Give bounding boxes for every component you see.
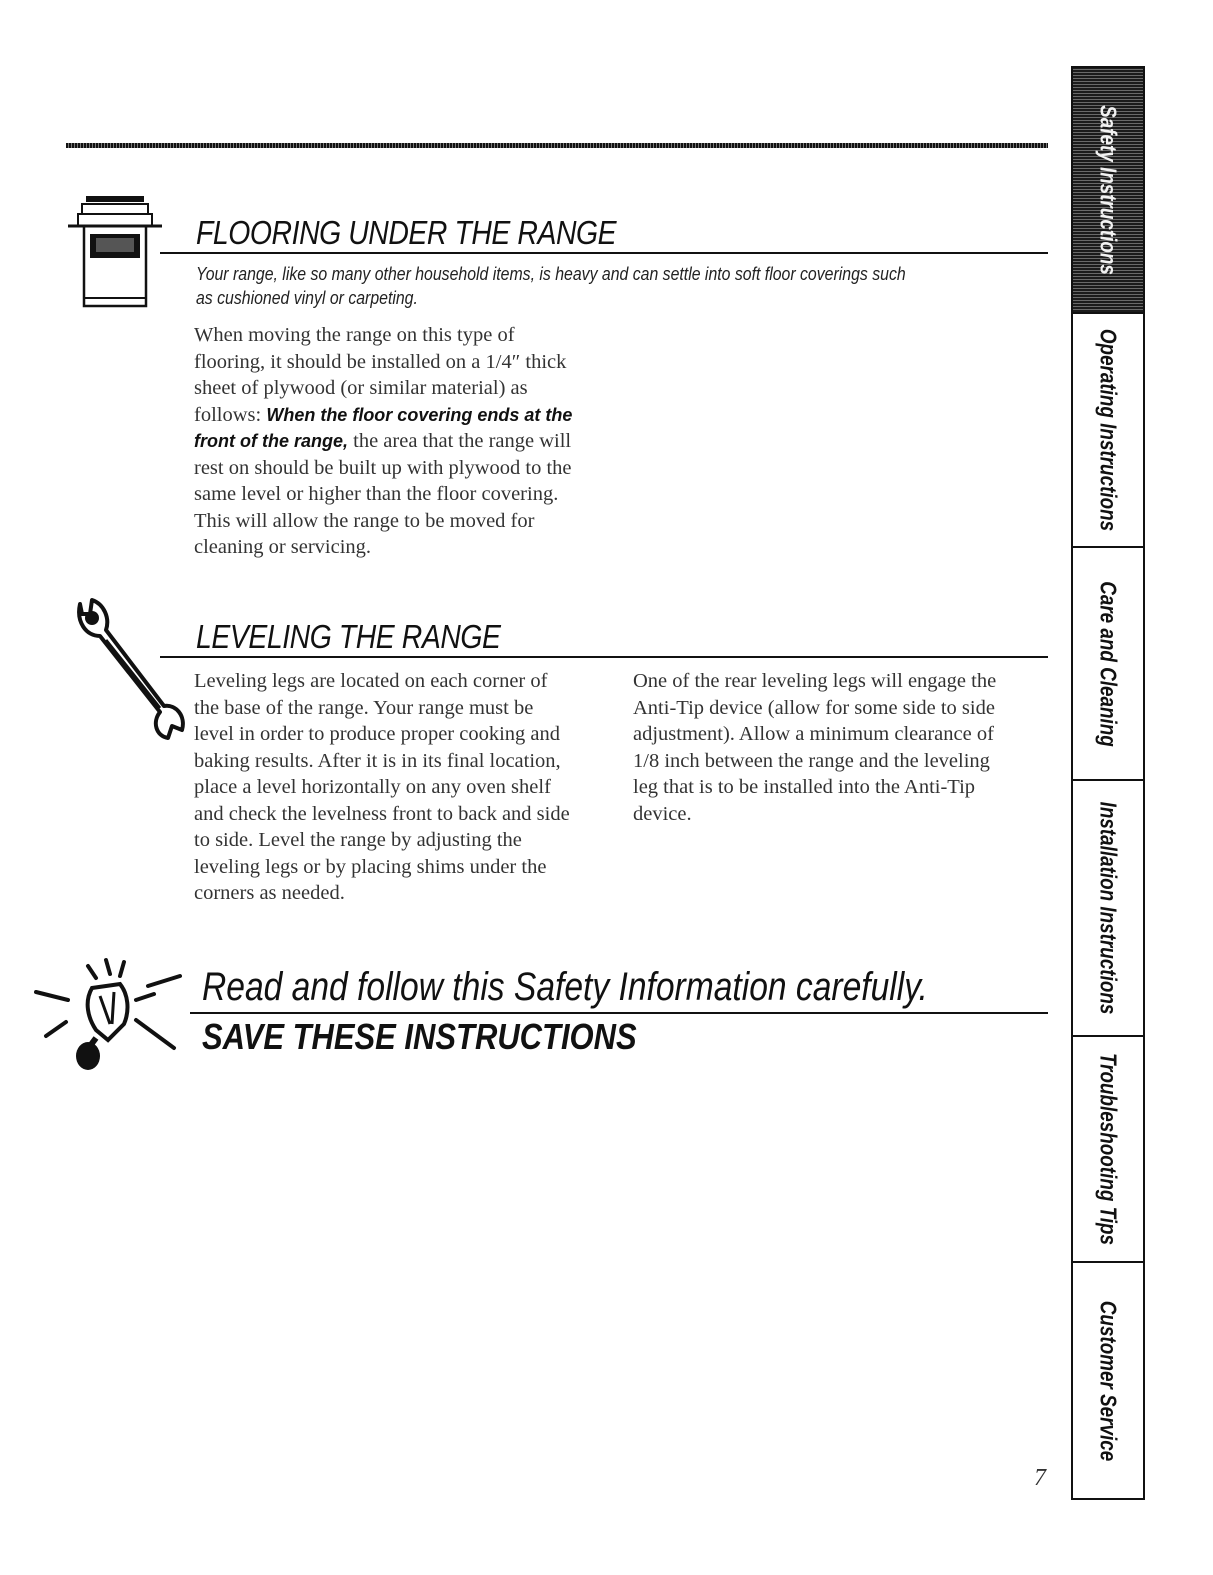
- flooring-body-line: When moving the range on this type of: [194, 324, 515, 346]
- after-emphasis-text: the area that the range will: [348, 430, 572, 452]
- tab-label: Operating Instructions: [1095, 328, 1122, 532]
- follow-safety-heading: Read and follow this Safety Information carefully.: [202, 965, 928, 1009]
- leveling-line: device.: [633, 802, 692, 825]
- light-bulb-icon: [32, 954, 182, 1072]
- leveling-line: corners as needed.: [194, 882, 345, 904]
- flooring-body-line: This will allow the range to be moved for: [194, 509, 535, 532]
- leveling-line: place a level horizontally on any oven shelf: [194, 776, 551, 798]
- flooring-body-line: [194, 402, 634, 429]
- tab-label: Safety Instructions: [1095, 105, 1122, 275]
- page-number: 7: [1034, 1465, 1046, 1491]
- flooring-body-line: sheet of plywood (or similar material) as: [194, 377, 528, 399]
- flooring-body: [194, 322, 634, 561]
- leveling-line: and check the levelness front to back and side: [194, 802, 570, 825]
- follows-text: follows:: [194, 403, 267, 426]
- tab-operating-instructions[interactable]: [1073, 314, 1143, 548]
- leveling-line: Leveling legs are located on each corner of: [194, 670, 548, 692]
- tab-label: Installation Instructions: [1095, 801, 1122, 1015]
- flooring-body-line: cleaning or servicing.: [194, 536, 372, 558]
- leveling-line: leveling legs or by placing shims under the: [194, 855, 547, 878]
- flooring-intro-line-2: as cushioned vinyl or carpeting.: [196, 288, 418, 308]
- leveling-line: 1/8 inch between the range and the leveling: [633, 749, 990, 772]
- leveling-line: to side. Level the range by adjusting the: [194, 829, 522, 851]
- leveling-line: One of the rear leveling legs will engage the: [633, 670, 997, 692]
- leveling-column-1: [194, 668, 614, 907]
- save-instructions-heading: SAVE THESE INSTRUCTIONS: [202, 1016, 637, 1057]
- top-rule: [66, 143, 1048, 148]
- tab-care-and-cleaning[interactable]: [1073, 548, 1143, 781]
- tab-safety-instructions[interactable]: [1073, 68, 1143, 314]
- tab-label: Troubleshooting Tips: [1095, 1052, 1122, 1246]
- flooring-title: FLOORING UNDER THE RANGE: [196, 214, 617, 251]
- leveling-column-2: [633, 668, 1045, 827]
- tab-label: Customer Service: [1095, 1300, 1122, 1461]
- front-of-range-emphasis: front of the range,: [194, 431, 348, 451]
- leveling-line: leg that is to be installed into the Anti-Tip: [633, 776, 976, 798]
- tab-installation-instructions[interactable]: [1073, 781, 1143, 1037]
- leveling-line: adjustment). Allow a minimum clearance of: [633, 723, 994, 745]
- tab-label: Care and Cleaning: [1095, 580, 1122, 747]
- follow-safety-rule: [190, 1012, 1048, 1014]
- range-icon: [60, 190, 170, 310]
- wrench-icon: [72, 592, 192, 742]
- floor-covering-emphasis: When the floor covering ends at the: [266, 404, 573, 425]
- section-tab-strip: [1071, 66, 1145, 1500]
- flooring-body-line: flooring, it should be installed on a 1/4″ thick: [194, 350, 567, 373]
- leveling-line: baking results. After it is in its final location,: [194, 749, 561, 772]
- leveling-rule: [160, 656, 1048, 658]
- flooring-body-line: same level or higher than the floor covering.: [194, 483, 559, 505]
- leveling-line: the base of the range. Your range must be: [194, 696, 534, 719]
- leveling-line: Anti-Tip device (allow for some side to side: [633, 696, 995, 719]
- flooring-intro-line-1: Your range, like so many other household items, is heavy and can settle into soft floor coverings such: [196, 264, 906, 284]
- flooring-body-line: [194, 428, 634, 455]
- flooring-rule: [160, 252, 1048, 254]
- tab-customer-service[interactable]: [1073, 1263, 1143, 1498]
- flooring-body-line: rest on should be built up with plywood to the: [194, 456, 572, 479]
- tab-troubleshooting-tips[interactable]: [1073, 1037, 1143, 1263]
- leveling-line: level in order to produce proper cooking and: [194, 723, 561, 745]
- leveling-title: LEVELING THE RANGE: [196, 618, 501, 655]
